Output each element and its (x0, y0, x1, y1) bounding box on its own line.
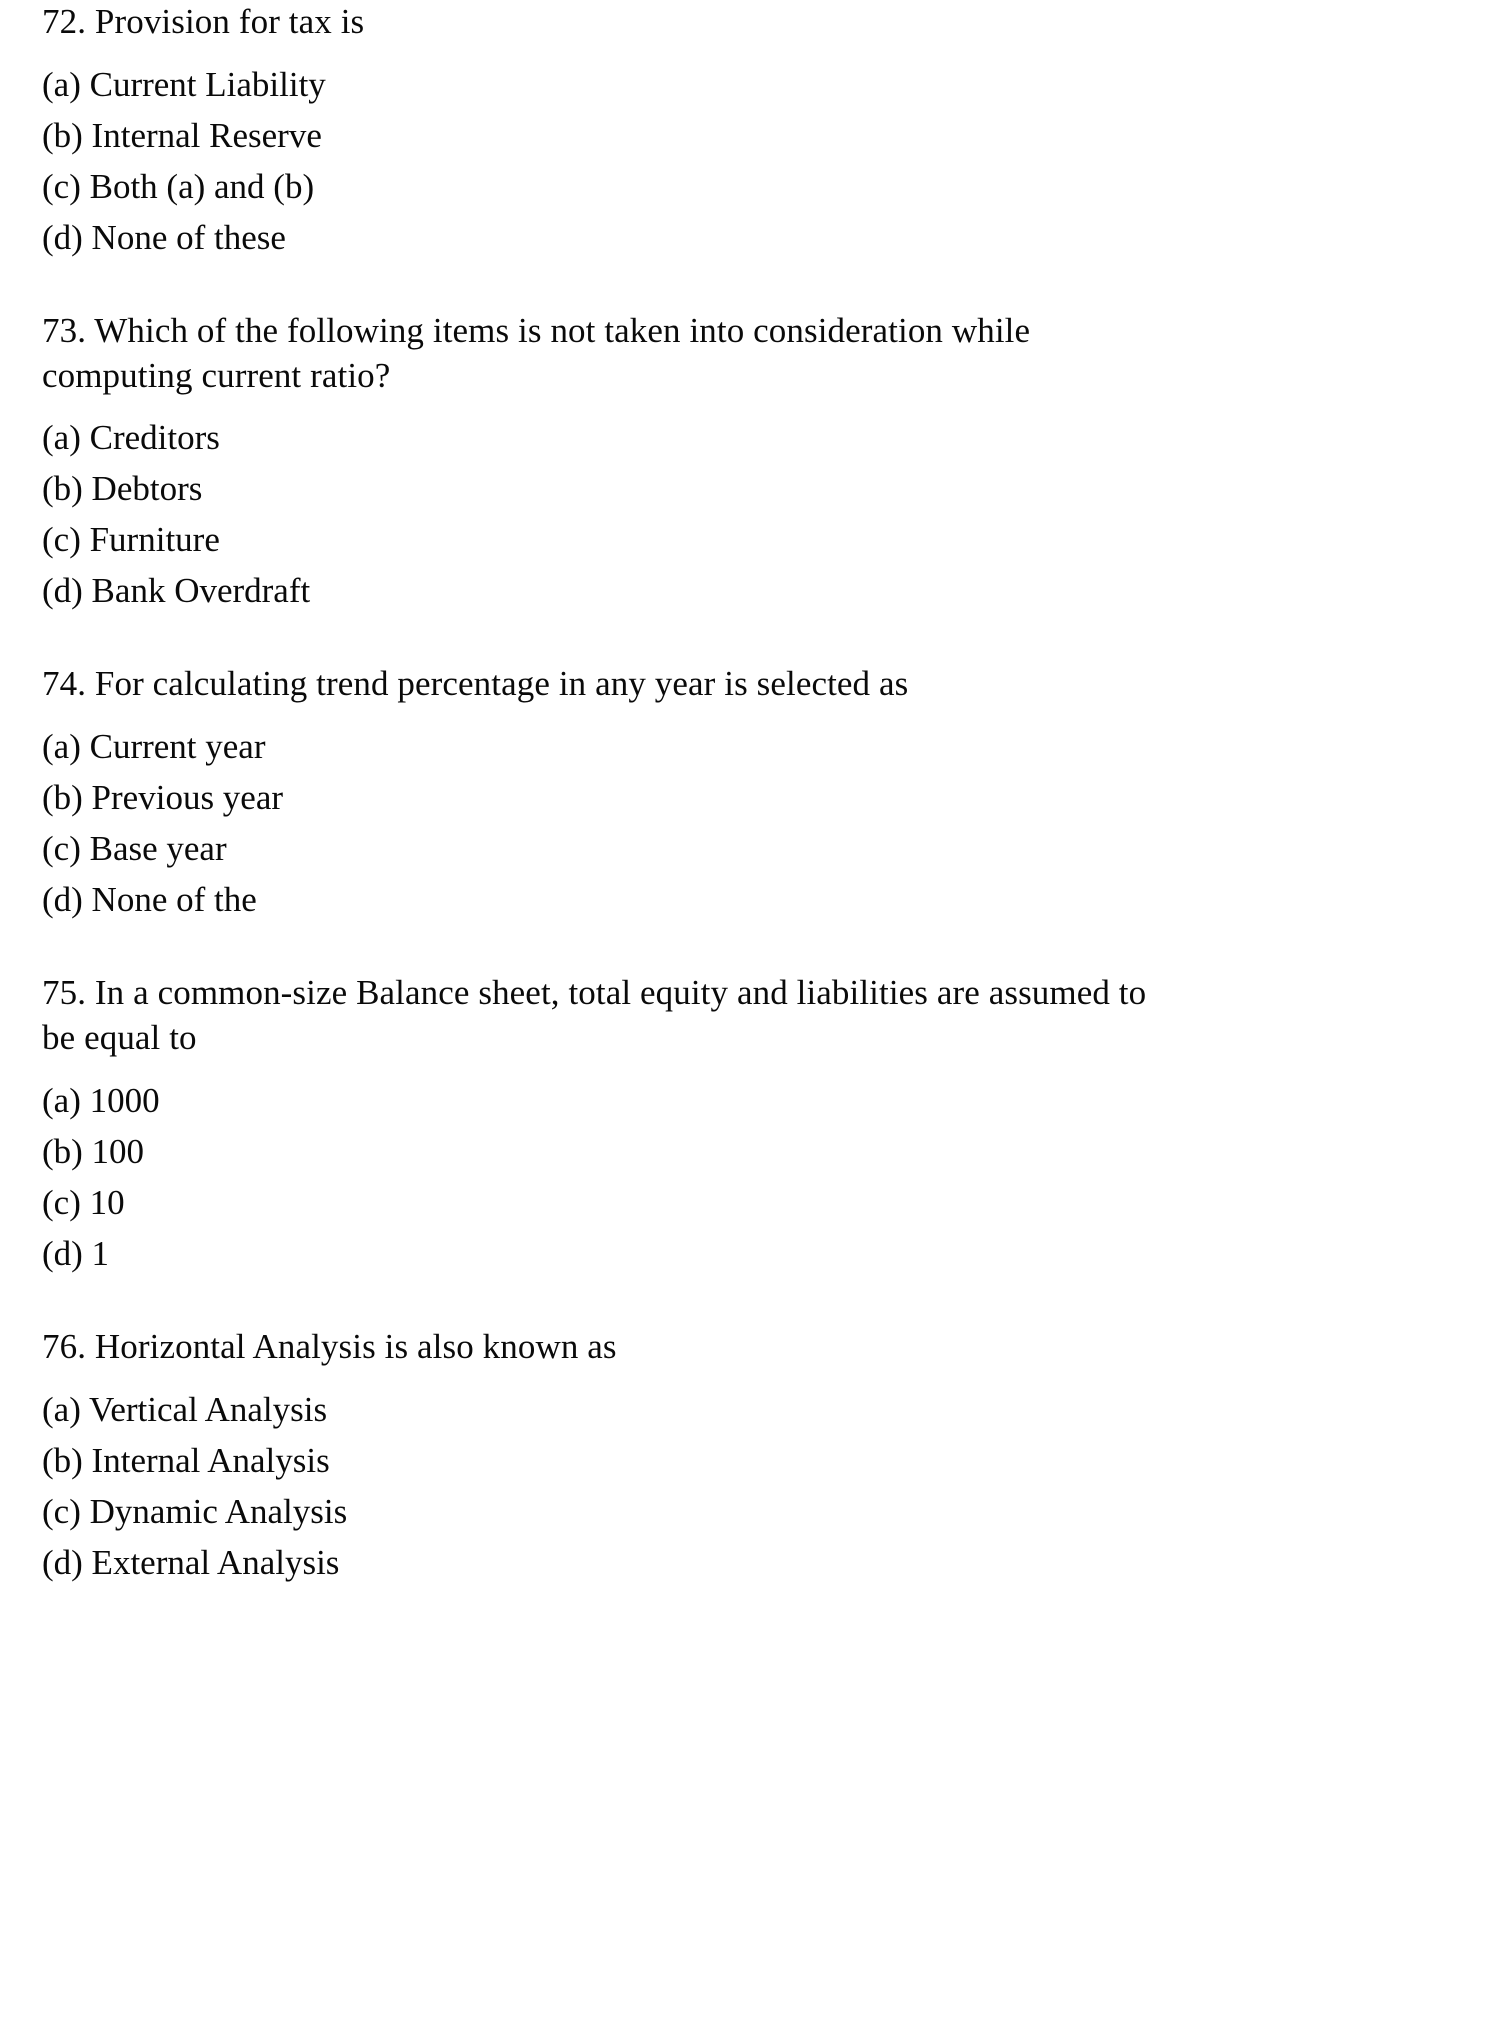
option-73-a[interactable]: (a) Creditors (42, 418, 220, 458)
question-list (42, 0, 1156, 1588)
question-block-76 (42, 1325, 1142, 1588)
question-block-72 (42, 0, 1142, 263)
option-76-b[interactable]: (b) Internal Analysis (42, 1440, 330, 1480)
option-74-c[interactable]: (c) Base year (42, 829, 227, 869)
question-text-75: 75. In a common-size Balance sheet, total equity and liabilities are assumed to be equal to (42, 973, 1156, 1057)
option-76-c[interactable]: (c) Dynamic Analysis (42, 1491, 348, 1531)
option-75-b[interactable]: (b) 100 (42, 1131, 145, 1171)
option-list-75 (42, 1075, 1142, 1279)
option-74-b[interactable]: (b) Previous year (42, 778, 284, 818)
option-list-73 (42, 412, 1142, 616)
option-74-a[interactable]: (a) Current year (42, 727, 266, 767)
question-block-73 (42, 309, 1142, 617)
question-block-75 (42, 971, 1156, 1279)
question-text-72: 72. Provision for tax is (42, 2, 365, 41)
option-list-72 (42, 59, 1142, 263)
option-74-d[interactable]: (d) None of the (42, 880, 257, 920)
option-75-c[interactable]: (c) 10 (42, 1182, 125, 1222)
question-text-73: 73. Which of the following items is not taken into consideration while computing current ratio? (42, 310, 1048, 395)
option-76-a[interactable]: (a) Vertical Analysis (42, 1389, 328, 1429)
question-text-76: 76. Horizontal Analysis is also known as (42, 1326, 617, 1366)
option-73-c[interactable]: (c) Furniture (42, 520, 220, 560)
option-72-a[interactable]: (a) Current Liability (42, 64, 326, 104)
option-72-b[interactable]: (b) Internal Reserve (42, 115, 322, 155)
option-72-c[interactable]: (c) Both (a) and (b) (42, 166, 315, 206)
option-76-d[interactable]: (d) External Analysis (42, 1542, 340, 1582)
option-73-b[interactable]: (b) Debtors (42, 469, 203, 509)
question-block-74 (42, 662, 1142, 925)
option-list-76 (42, 1384, 1142, 1588)
option-list-74 (42, 721, 1142, 925)
option-72-d[interactable]: (d) None of these (42, 217, 286, 257)
option-75-a[interactable]: (a) 1000 (42, 1080, 160, 1120)
option-73-d[interactable]: (d) Bank Overdraft (42, 571, 311, 611)
question-text-74: 74. For calculating trend percentage in any year is selected as (42, 664, 909, 704)
option-75-d[interactable]: (d) 1 (42, 1233, 110, 1273)
